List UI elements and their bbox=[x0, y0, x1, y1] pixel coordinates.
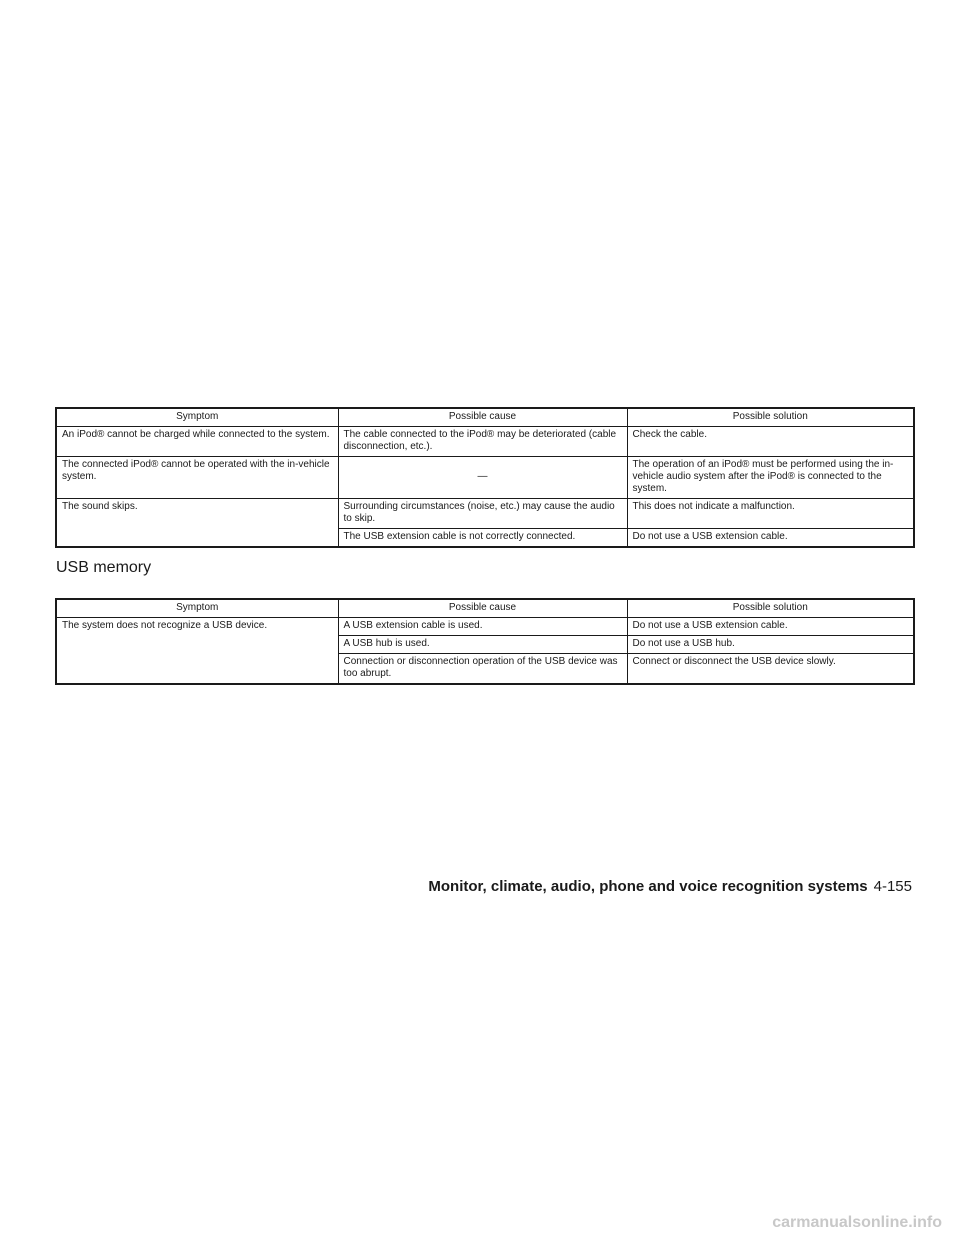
symptom-cell: The sound skips. bbox=[56, 499, 338, 548]
table-header-row bbox=[56, 599, 914, 618]
cause-cell: — bbox=[338, 457, 627, 499]
page-footer bbox=[428, 877, 912, 897]
cause-cell: Connection or disconnection operation of the USB device was too abrupt. bbox=[338, 654, 627, 685]
solution-cell: Do not use a USB extension cable. bbox=[627, 618, 914, 636]
cause-cell: The USB extension cable is not correctly connected. bbox=[338, 529, 627, 548]
cause-cell: A USB extension cable is used. bbox=[338, 618, 627, 636]
usb-troubleshooting-table bbox=[55, 598, 915, 685]
table-header-row bbox=[56, 408, 914, 427]
header-possible-solution: Possible solution bbox=[627, 408, 914, 427]
solution-cell: Connect or disconnect the USB device slowly. bbox=[627, 654, 914, 685]
header-possible-solution: Possible solution bbox=[627, 599, 914, 618]
section-heading-usb-memory: USB memory bbox=[56, 559, 152, 576]
solution-cell: Do not use a USB extension cable. bbox=[627, 529, 914, 548]
ipod-troubleshooting-table bbox=[55, 407, 915, 548]
table-row bbox=[56, 457, 914, 499]
page-number: 4-155 bbox=[873, 878, 912, 895]
solution-cell: Check the cable. bbox=[627, 427, 914, 457]
symptom-cell: The connected iPod® cannot be operated with the in-vehicle system. bbox=[56, 457, 338, 499]
solution-cell: The operation of an iPod® must be performed using the in-vehicle audio system after the iPod® is connected to the system. bbox=[627, 457, 914, 499]
header-symptom: Symptom bbox=[56, 599, 338, 618]
table-row bbox=[56, 618, 914, 636]
solution-cell: Do not use a USB hub. bbox=[627, 636, 914, 654]
symptom-cell: The system does not recognize a USB device. bbox=[56, 618, 338, 685]
cause-cell: Surrounding circumstances (noise, etc.) may cause the audio to skip. bbox=[338, 499, 627, 529]
footer-section-title: Monitor, climate, audio, phone and voice recognition systems bbox=[428, 878, 868, 895]
symptom-cell: An iPod® cannot be charged while connected to the system. bbox=[56, 427, 338, 457]
cause-cell: A USB hub is used. bbox=[338, 636, 627, 654]
header-possible-cause: Possible cause bbox=[338, 599, 627, 618]
table-row bbox=[56, 427, 914, 457]
header-possible-cause: Possible cause bbox=[338, 408, 627, 427]
table-row bbox=[56, 499, 914, 529]
watermark: carmanualsonline.info bbox=[772, 1214, 942, 1231]
solution-cell: This does not indicate a malfunction. bbox=[627, 499, 914, 529]
cause-cell: The cable connected to the iPod® may be deteriorated (cable disconnection, etc.). bbox=[338, 427, 627, 457]
header-symptom: Symptom bbox=[56, 408, 338, 427]
